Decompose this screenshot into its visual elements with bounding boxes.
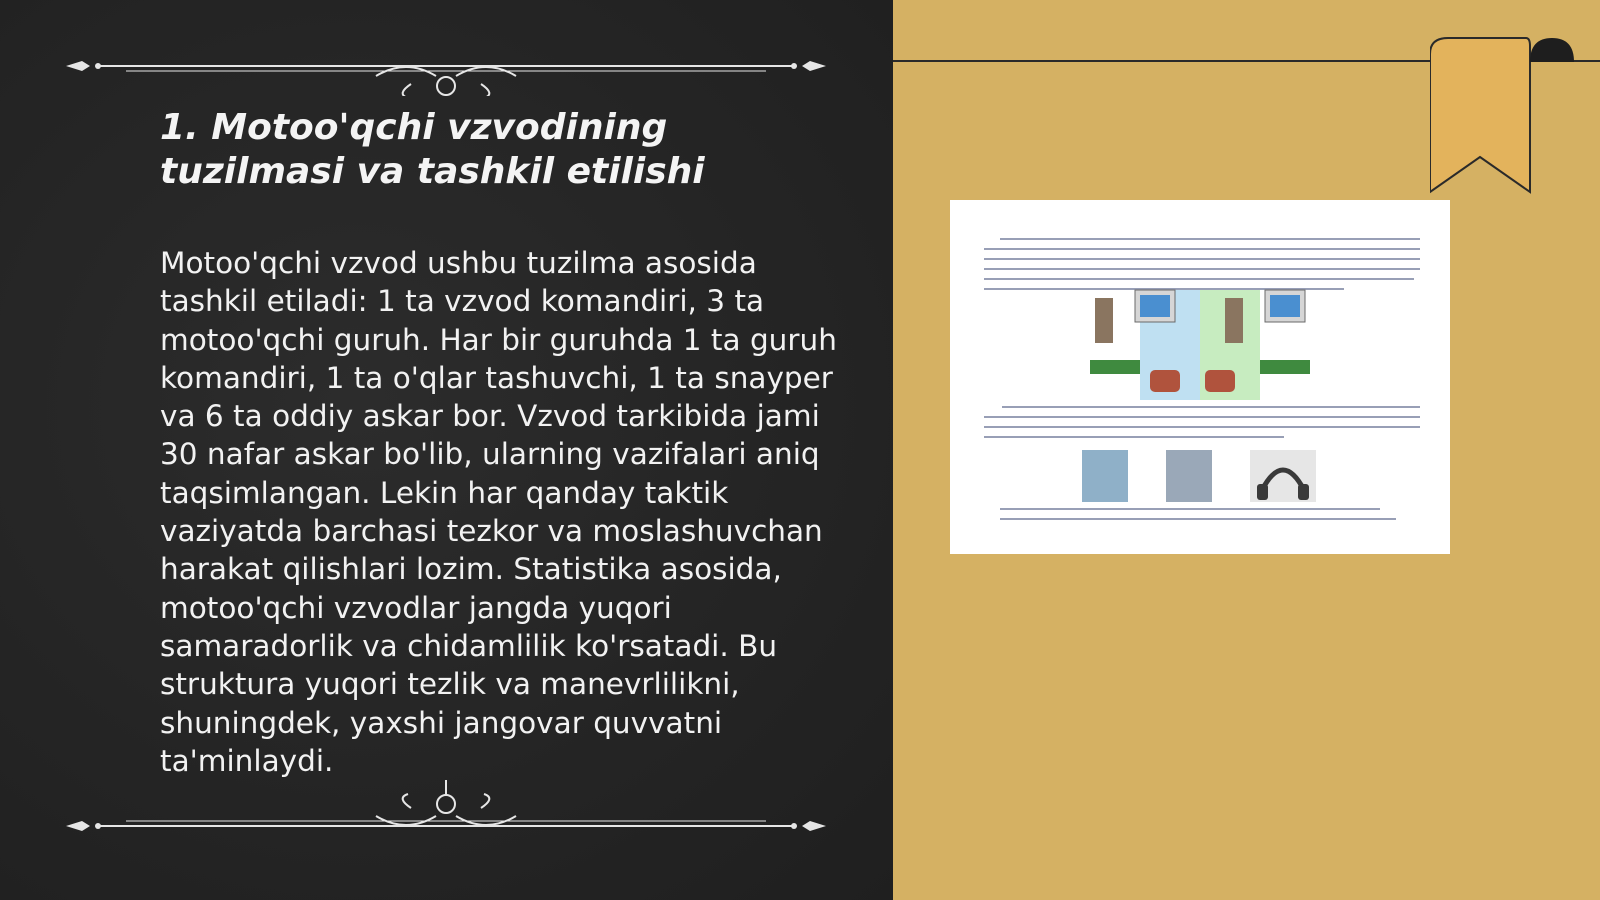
slide-title: 1. Motoo'qchi vzvodining tuzilmasi va tashkil etilishi (160, 107, 705, 192)
slide-body-text: Motoo'qchi vzvod ushbu tuzilma asosida tashkil etiladi: 1 ta vzvod komandiri, 3 ta motoo'qchi guruh. Har bir guruhda 1 ta guruh komandiri, 1 ta o'qlar tashuvchi, 1 ta snayper va 6 ta oddiy askar bor. Vzvod tarkibida jami 30 nafar askar bo'lib, ularning vazifalari aniq taqsimlangan. Lekin har qanday taktik vaziyatda barchasi tezkor va moslashuvchan harakat qilishlari lozim. Statistika asosida, motoo'qchi vzvodlar jangda yuqori samaradorlik va chidamlilik ko'rsatadi. Bu struktura yuqori tezlik va manevrlilikni, shuningdek, yaxshi jangovar quvvatni ta'minlaydi. (160, 246, 837, 778)
ornament-divider-top (66, 36, 826, 96)
computer-network-figure-icon (950, 200, 1450, 554)
ornament-divider-bottom (66, 780, 826, 840)
document-screenshot-image (950, 200, 1450, 554)
bookmark-ribbon-icon (1430, 32, 1600, 207)
